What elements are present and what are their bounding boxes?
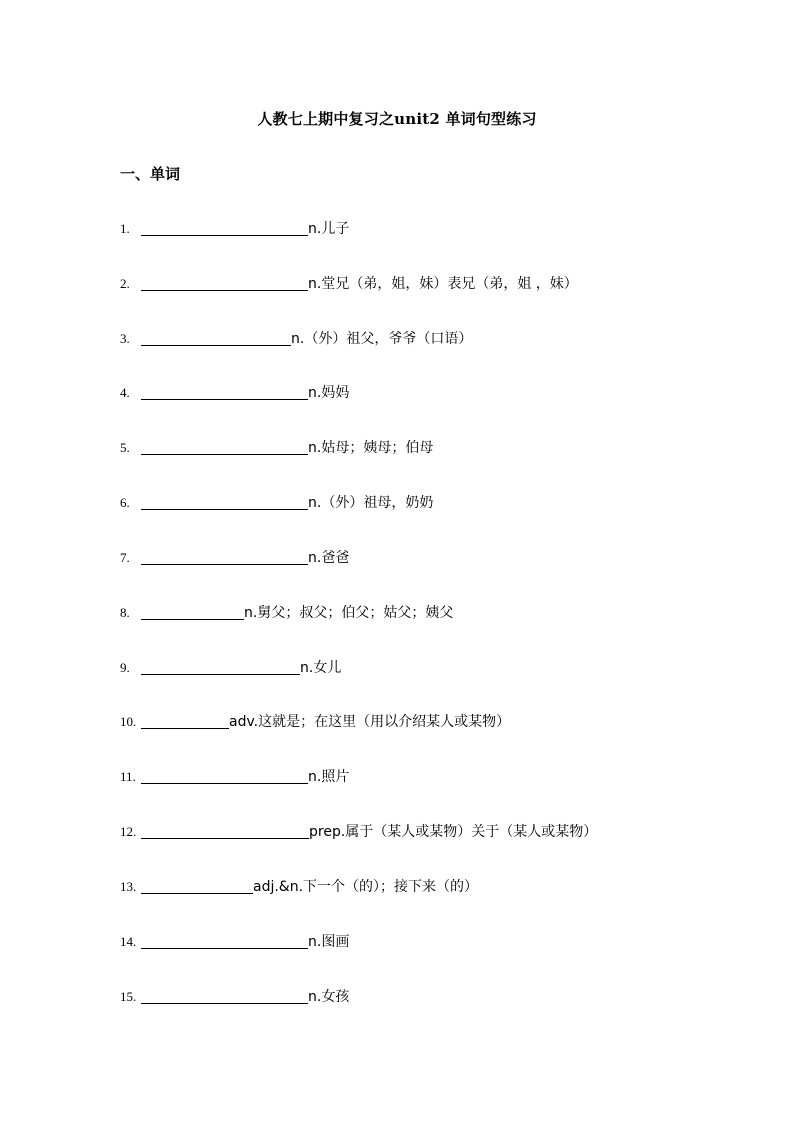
- list-item: [120, 712, 510, 732]
- answer-blank[interactable]: [141, 659, 300, 675]
- answer-blank[interactable]: [141, 439, 308, 455]
- item-definition: n.（外）祖母，奶奶: [308, 495, 434, 511]
- list-item: [120, 438, 433, 458]
- item-definition: n.女儿: [300, 660, 342, 676]
- item-number: 5.: [120, 440, 130, 455]
- item-definition: n.女孩: [308, 989, 350, 1005]
- item-definition: n.堂兄（弟，姐，妹）表兄（弟，姐 ，妹）: [308, 276, 578, 292]
- answer-blank[interactable]: [141, 275, 308, 291]
- item-number: 14.: [120, 934, 137, 949]
- item-number: 7.: [120, 550, 130, 565]
- list-item: [120, 932, 349, 952]
- list-item: [120, 877, 478, 897]
- item-definition: adj.&n.下一个（的）；接下来（的）: [253, 879, 479, 895]
- item-definition: adv.这就是；在这里（用以介绍某人或某物）: [229, 714, 511, 730]
- item-number: 2.: [120, 276, 130, 291]
- answer-blank[interactable]: [141, 933, 308, 949]
- list-item: [120, 329, 472, 349]
- item-number: 6.: [120, 495, 130, 510]
- answer-blank[interactable]: [141, 330, 291, 346]
- item-definition: n.舅父；叔父；伯父；姑父；姨父: [244, 605, 454, 621]
- list-item: [120, 548, 349, 568]
- item-definition: n.照片: [308, 769, 350, 785]
- item-number: 12.: [120, 824, 137, 839]
- answer-blank[interactable]: [141, 549, 308, 565]
- list-item: [120, 987, 349, 1007]
- item-number: 10.: [120, 714, 137, 729]
- list-item: [120, 274, 578, 294]
- item-definition: n.儿子: [308, 221, 350, 237]
- list-item: [120, 658, 341, 678]
- answer-blank[interactable]: [141, 713, 229, 729]
- answer-blank[interactable]: [141, 604, 244, 620]
- list-item: [120, 767, 349, 787]
- item-number: 13.: [120, 879, 137, 894]
- item-number: 8.: [120, 605, 130, 620]
- item-number: 1.: [120, 221, 130, 236]
- item-number: 4.: [120, 385, 130, 400]
- answer-blank[interactable]: [141, 494, 308, 510]
- item-definition: n.妈妈: [308, 385, 350, 401]
- answer-blank[interactable]: [141, 768, 308, 784]
- item-definition: n.图画: [308, 934, 350, 950]
- answer-blank[interactable]: [141, 988, 308, 1004]
- answer-blank[interactable]: [141, 220, 308, 236]
- item-definition: prep.属于（某人或某物）关于（某人或某物）: [309, 824, 598, 840]
- item-definition: n.爸爸: [308, 550, 350, 566]
- list-item: [120, 383, 349, 403]
- list-item: [120, 822, 597, 842]
- item-number: 11.: [120, 769, 136, 784]
- section-heading: 一、单词: [120, 165, 181, 183]
- list-item: [120, 493, 433, 513]
- item-number: 9.: [120, 660, 130, 675]
- page-title: 人教七上期中复习之unit2 单词句型练习: [257, 110, 537, 128]
- answer-blank[interactable]: [141, 823, 309, 839]
- item-number: 3.: [120, 331, 130, 346]
- item-definition: n.（外）祖父，爷爷（口语）: [291, 331, 473, 347]
- list-item: [120, 219, 349, 239]
- item-definition: n.姑母；姨母；伯母: [308, 440, 434, 456]
- answer-blank[interactable]: [141, 878, 253, 894]
- list-item: [120, 603, 453, 623]
- item-number: 15.: [120, 989, 137, 1004]
- answer-blank[interactable]: [141, 384, 308, 400]
